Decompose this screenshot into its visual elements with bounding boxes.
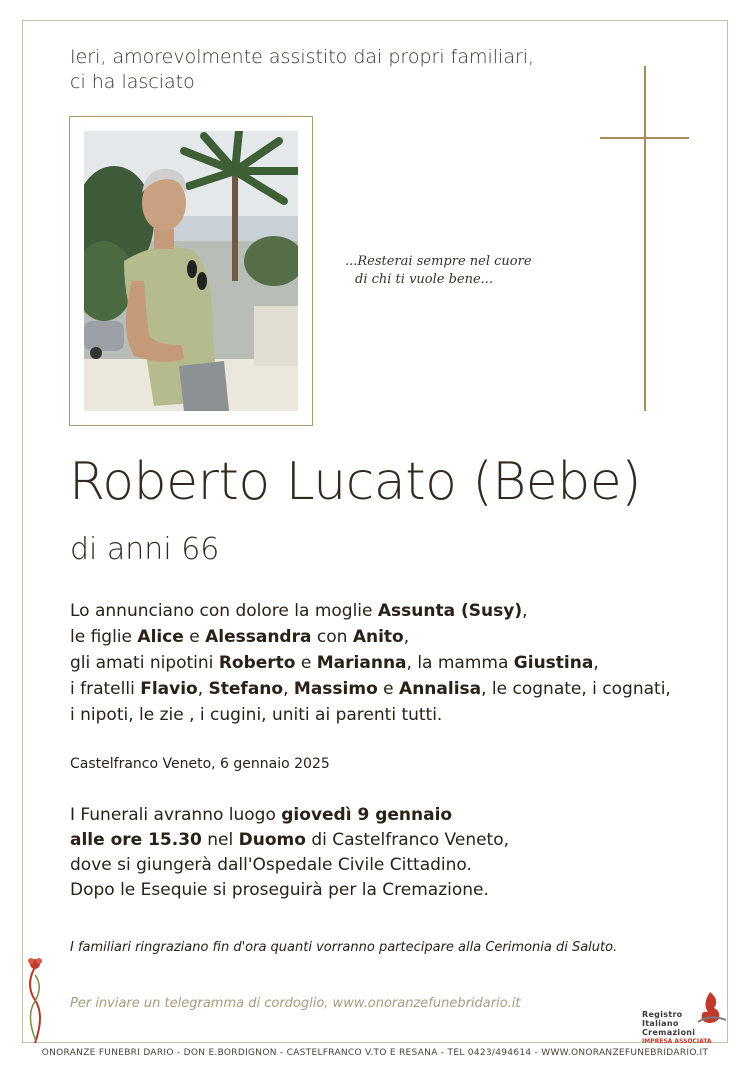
funeral-line-1: I Funerali avranno luogo giovedì 9 gennaio: [70, 805, 453, 825]
place-date: Castelfranco Veneto, 6 gennaio 2025: [70, 756, 330, 772]
footer-contact: ONORANZE FUNEBRI DARIO - DON E.BORDIGNON - CASTELFRANCO V.TO E RESANA - TEL 0423/494614 - WWW.ONORANZEFUNEBRIDARIO.IT: [41, 1048, 709, 1058]
intro-text: [70, 45, 534, 95]
announce-line-2: le figlie Alice e Alessandra con Anito,: [70, 627, 410, 647]
quote-line-1: ...Resterai sempre nel cuore: [345, 254, 532, 269]
quote-line-2: di chi ti vuole bene...: [355, 272, 494, 287]
thanks-text: I familiari ringraziano fin d'ora quanti vorranno partecipare alla Cerimonia di Saluto.: [70, 940, 618, 955]
portrait-photo: [84, 131, 298, 411]
logo-text: Registro Italiano Cremazioni: [642, 1010, 696, 1037]
deceased-name: Roberto Lucato (Bebe): [69, 452, 642, 512]
announce-line-1: Lo annunciano con dolore la moglie Assunta (Susy),: [70, 601, 528, 621]
funeral-line-2: alle ore 15.30 nel Duomo di Castelfranco Veneto,: [70, 830, 510, 850]
announce-line-5: i nipoti, le zie , i cugini, uniti ai parenti tutti.: [70, 705, 443, 725]
logo-subtitle: IMPRESA ASSOCIATA: [642, 1038, 712, 1045]
deceased-age: di anni 66: [70, 532, 220, 567]
memorial-quote: [345, 253, 532, 289]
announcement-text: [70, 598, 671, 728]
cross-icon-horizontal: [600, 137, 689, 139]
announce-line-4: i fratelli Flavio, Stefano, Massimo e Annalisa, le cognate, i cognati,: [70, 679, 671, 699]
funeral-line-3: dove si giungerà dall'Ospedale Civile Cittadino.: [70, 855, 472, 875]
flower-icon: [22, 955, 48, 1045]
funeral-details: [70, 803, 509, 903]
funeral-line-4: Dopo le Esequie si proseguirà per la Cremazione.: [70, 880, 489, 900]
cremation-registry-logo: [640, 988, 732, 1045]
intro-line-1: Ieri, amorevolmente assistito dai propri familiari,: [70, 46, 535, 68]
announce-line-3: gli amati nipotini Roberto e Marianna, la mamma Giustina,: [70, 653, 599, 673]
intro-line-2: ci ha lasciato: [70, 71, 195, 93]
cross-icon-vertical: [644, 66, 646, 411]
flame-icon: [692, 990, 728, 1026]
portrait-frame: [69, 116, 313, 426]
telegram-link[interactable]: Per inviare un telegramma di cordoglio, www.onoranzefunebridario.it: [70, 996, 521, 1011]
